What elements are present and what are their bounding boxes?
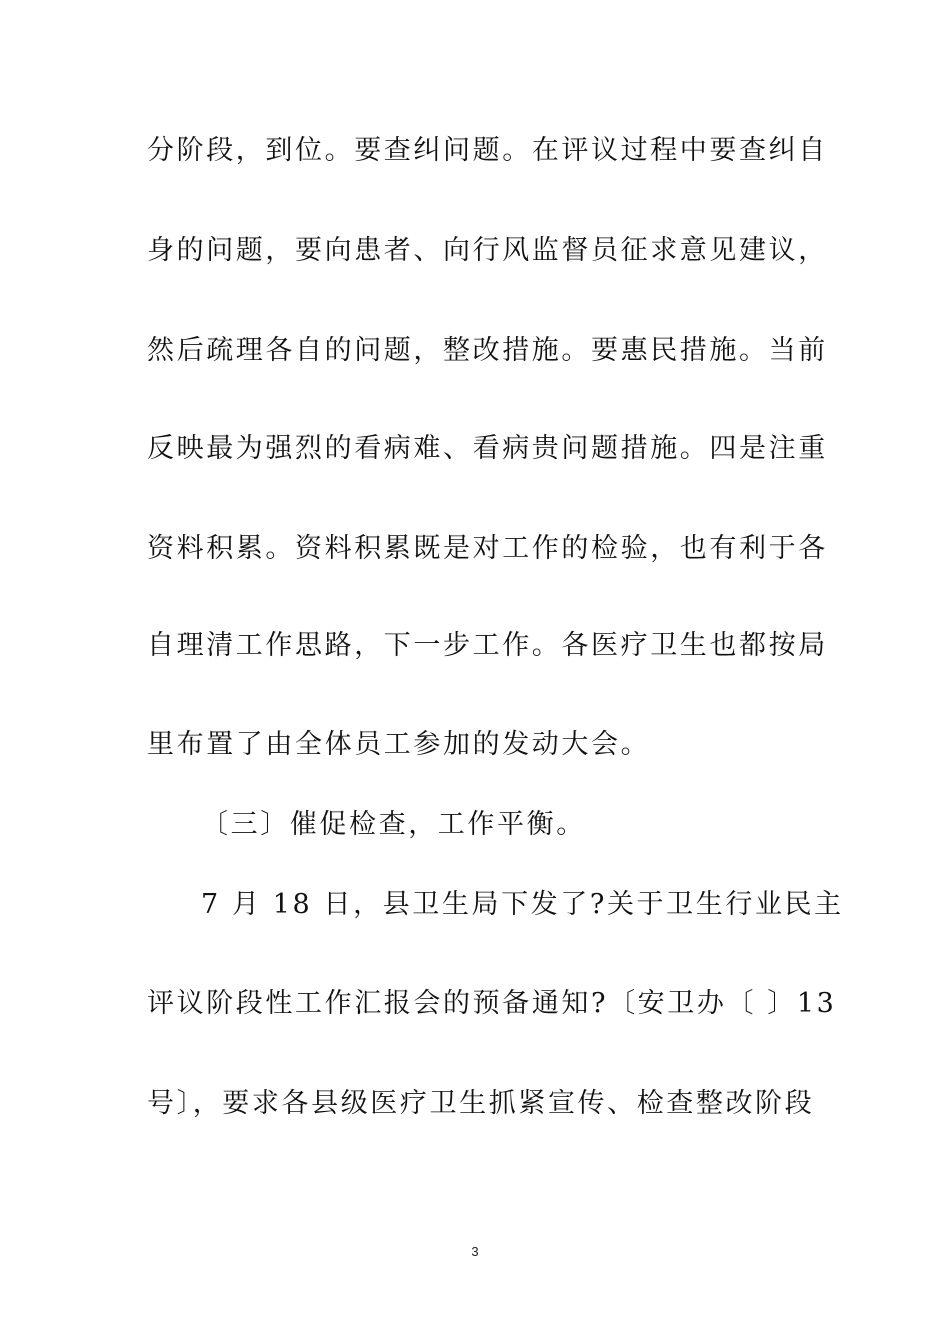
body-text-line: 评议阶段性工作汇报会的预备通知?〔安卫办〔 〕13 — [147, 988, 837, 1019]
body-text-line: 里布置了由全体员工参加的发动大会。 — [147, 729, 651, 760]
body-text-line: 身的问题，要向患者、向行风监督员征求意见建议， — [147, 235, 828, 266]
body-text-line: 7 月 18 日，县卫生局下发了?关于卫生行业民主 — [201, 889, 844, 920]
body-text-line: 然后疏理各自的问题，整改措施。要惠民措施。当前 — [147, 335, 828, 366]
body-text-line: 号〕，要求各县级医疗卫生抓紧宣传、检查整改阶段 — [147, 1088, 815, 1119]
body-text-line: 分阶段，到位。要查纠问题。在评议过程中要查纠自 — [147, 135, 828, 166]
page-number: 3 — [471, 1244, 479, 1259]
body-text-line: 自理清工作思路，下一步工作。各医疗卫生也都按局 — [147, 630, 828, 661]
section-heading: 〔三〕催促检查，工作平衡。 — [201, 809, 586, 840]
body-text-line: 资料积累。资料积累既是对工作的检验，也有利于各 — [147, 533, 828, 564]
body-text-line: 反映最为强烈的看病难、看病贵问题措施。四是注重 — [147, 433, 828, 464]
